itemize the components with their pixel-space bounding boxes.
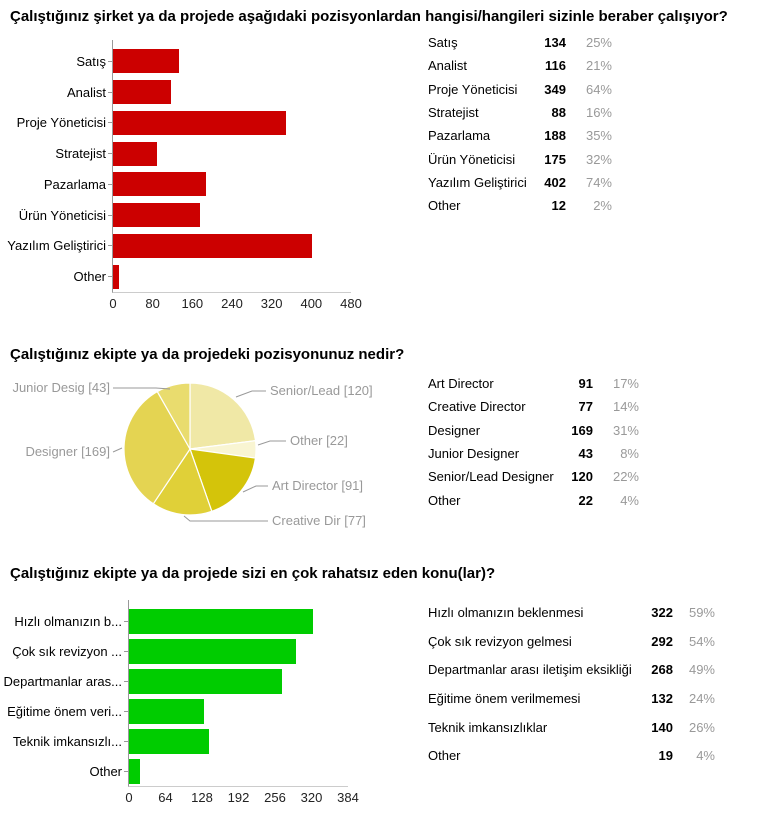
pie-label-connector-line [258,441,286,445]
answer-percent: 22% [612,469,639,485]
answer-count: 12 [551,198,566,214]
axis-tick-label: 320 [260,296,283,311]
table-row [428,655,715,684]
answer-count: 322 [651,604,673,620]
bar-row [113,77,351,108]
answer-percent: 8% [620,446,639,462]
bar-row-label-cell [8,108,112,139]
bar-row [113,169,351,200]
bar-chart-category-axis [3,600,128,787]
bar-category-label: Stratejist [55,146,106,162]
axis-tick-label: 320 [300,790,323,805]
answer-count: 43 [578,446,593,462]
bar-category-label: Pazarlama [43,176,106,192]
answer-count: 22 [578,492,593,508]
answer-percent: 24% [688,690,715,706]
table-row [428,124,612,147]
bar-row [113,231,351,262]
answer-percent: 32% [585,151,612,167]
answer-percent: 4% [696,748,715,764]
answer-label: Yazılım Geliştirici [428,174,527,190]
table-row [428,78,612,101]
bar-row [113,138,351,169]
answer-label: Proje Yöneticisi [428,81,518,97]
bar-row [113,108,351,139]
table-row [428,194,612,217]
question-3-title: Çalıştığınız ekipte ya da projede sizi en çok rahatsız eden konu(lar)? [10,565,496,582]
bar [129,699,204,724]
answer-label: Creative Director [428,399,526,415]
bar [113,111,286,135]
answer-percent: 16% [585,105,612,121]
answer-label: Other [428,492,461,508]
bar [129,669,282,694]
bar-row-label-cell [8,756,128,786]
bar-chart-value-axis [109,292,362,311]
answer-percent: 4% [620,492,639,508]
table-row [428,488,639,511]
table-row [428,598,715,627]
bar-row-label-cell [8,696,128,726]
bar-category-label: Eğitime önem veri... [7,703,122,719]
bar-category-label: Other [73,269,106,285]
table-row [428,442,639,465]
bar-row [129,756,348,786]
bar-row [129,696,348,726]
bar-category-label: Satış [76,53,106,69]
answer-label: Other [428,748,461,764]
table-row [428,741,715,770]
bar-category-label: Departmanlar aras... [3,673,122,689]
pie-slice-label: Junior Desig [43] [12,380,110,395]
answer-count: 292 [651,633,673,649]
bar [113,234,312,258]
bar [129,729,209,754]
bar [129,609,313,634]
bar-category-label: Çok sık revizyon ... [12,643,122,659]
question-2-title: Çalıştığınız ekipte ya da projedeki pozisyonunuz nedir? [10,346,405,363]
bar-category-label: Hızlı olmanızın b... [14,613,122,629]
answer-label: Other [428,198,461,214]
answer-count: 175 [544,151,566,167]
answer-label: Stratejist [428,105,479,121]
answer-label: Teknik imkansızlıklar [428,719,548,735]
bar-chart-plot-area [109,40,362,311]
bar-category-label: Other [89,763,122,779]
answer-label: Eğitime önem verilmemesi [428,690,581,706]
bar-category-label: Teknik imkansızlı... [12,733,122,749]
bar-category-label: Analist [66,84,106,100]
answer-label: Çok sık revizyon gelmesi [428,633,572,649]
axis-tick-label: 256 [264,790,286,805]
table-row [428,171,612,194]
bar-row-label-cell [8,636,128,666]
bar-row [113,261,351,292]
axis-tick-label: 192 [227,790,250,805]
bar-row-label-cell [8,77,112,108]
answer-count: 188 [544,128,566,144]
answer-count: 88 [551,105,566,121]
answer-label: Senior/Lead Designer [428,469,554,485]
answer-label: Designer [428,422,481,438]
bar-category-label: Ürün Yöneticisi [18,207,106,223]
answer-label: Pazarlama [428,128,491,144]
answer-percent: 17% [612,376,639,392]
axis-tick-label: 0 [125,790,133,805]
answer-count: 19 [658,748,673,764]
answer-percent: 54% [688,633,715,649]
answer-count: 116 [545,58,566,74]
answer-count: 91 [578,376,593,392]
bar [129,639,296,664]
bar [113,203,200,227]
answer-percent: 74% [585,174,612,190]
bar-chart-category-axis [8,40,112,293]
axis-tick-label: 240 [221,296,243,311]
answer-count: 77 [578,399,593,415]
answer-percent: 35% [585,128,612,144]
answer-count: 140 [651,719,673,735]
answer-count: 120 [571,469,593,485]
question-1-answer-table [428,31,612,217]
answer-label: Hızlı olmanızın beklenmesi [428,604,584,620]
bar-row-label-cell [8,169,112,200]
table-row [428,465,639,488]
question-2-answer-table [428,372,639,512]
bar-chart-value-axis [125,786,359,805]
answer-count: 132 [651,690,673,706]
table-row [428,372,639,395]
bar-row [129,606,348,636]
axis-tick-label: 80 [145,296,160,311]
axis-tick-label: 480 [340,296,362,311]
answer-percent: 2% [593,198,612,214]
axis-tick-label: 64 [158,790,173,805]
pie-slice-label: Creative Dir [77] [272,513,366,528]
axis-tick-label: 384 [337,790,359,805]
answer-percent: 49% [688,662,715,678]
question-1-title: Çalıştığınız şirket ya da projede aşağıdaki pozisyonlardan hangisi/hangileri sizinle beraber çalışıyor? [10,8,728,25]
table-row [428,101,612,124]
answer-count: 169 [571,422,593,438]
answer-label: Analist [428,58,468,74]
bar-chart-plot-area [125,600,359,805]
table-row [428,419,639,442]
bar-category-label: Yazılım Geliştirici [7,238,106,254]
bar [113,265,119,289]
bar [113,80,171,104]
answer-count: 349 [544,81,566,97]
pie-label-connector-line [184,516,268,521]
answer-count: 268 [651,662,673,678]
answer-label: Departmanlar arası iletişim eksikliği [428,662,632,678]
answer-percent: 21% [585,58,612,74]
bar-row-label-cell [8,138,112,169]
answer-count: 402 [544,174,566,190]
table-row [428,31,612,54]
answer-label: Junior Designer [428,446,520,462]
axis-tick-label: 160 [181,296,204,311]
bar [113,172,206,196]
table-row [428,627,715,656]
pie-slice-label: Senior/Lead [120] [270,383,373,398]
bar-row [113,200,351,231]
pie-slice-label: Designer [169] [25,444,110,459]
question-1-bar-chart [7,40,362,311]
bar [129,759,140,784]
axis-tick-label: 400 [300,296,323,311]
pie-slice-label: Art Director [91] [272,478,364,493]
answer-label: Satış [428,35,458,51]
table-row [428,395,639,418]
pie-label-connector-line [236,391,266,397]
pie-slice-label: Other [22] [290,433,348,448]
answer-percent: 26% [688,719,715,735]
bar-row-label-cell [8,200,112,231]
bar [113,142,157,166]
bar-row-label-cell [8,726,128,756]
answer-label: Art Director [428,376,494,392]
question-3-answer-table [428,598,715,770]
bar-category-label: Proje Yöneticisi [16,115,106,131]
bar-row-label-cell [8,261,112,292]
pie-label-connector-line [243,486,268,492]
table-row [428,54,612,77]
question-2-pie-chart [4,366,424,551]
bar-row [113,46,351,77]
bar-row-label-cell [8,46,112,77]
bar-row-label-cell [3,666,128,696]
axis-tick-label: 0 [109,296,117,311]
answer-count: 134 [544,35,566,51]
bar-row [129,726,348,756]
bar-row-label-cell [8,606,128,636]
pie-label-connector-line [113,388,170,389]
pie-label-connector-line [113,448,122,452]
table-row [428,147,612,170]
axis-tick-label: 128 [191,790,213,805]
table-row [428,713,715,742]
answer-label: Ürün Yöneticisi [428,151,516,167]
answer-percent: 64% [585,81,612,97]
bar-row-label-cell [8,231,112,262]
question-3-bar-chart [3,600,359,805]
table-row [428,684,715,713]
answer-percent: 25% [585,35,612,51]
answer-percent: 14% [612,399,639,415]
bar [113,49,179,73]
answer-percent: 59% [688,604,715,620]
answer-percent: 31% [612,422,639,438]
bar-row [129,666,348,696]
bar-row [129,636,348,666]
